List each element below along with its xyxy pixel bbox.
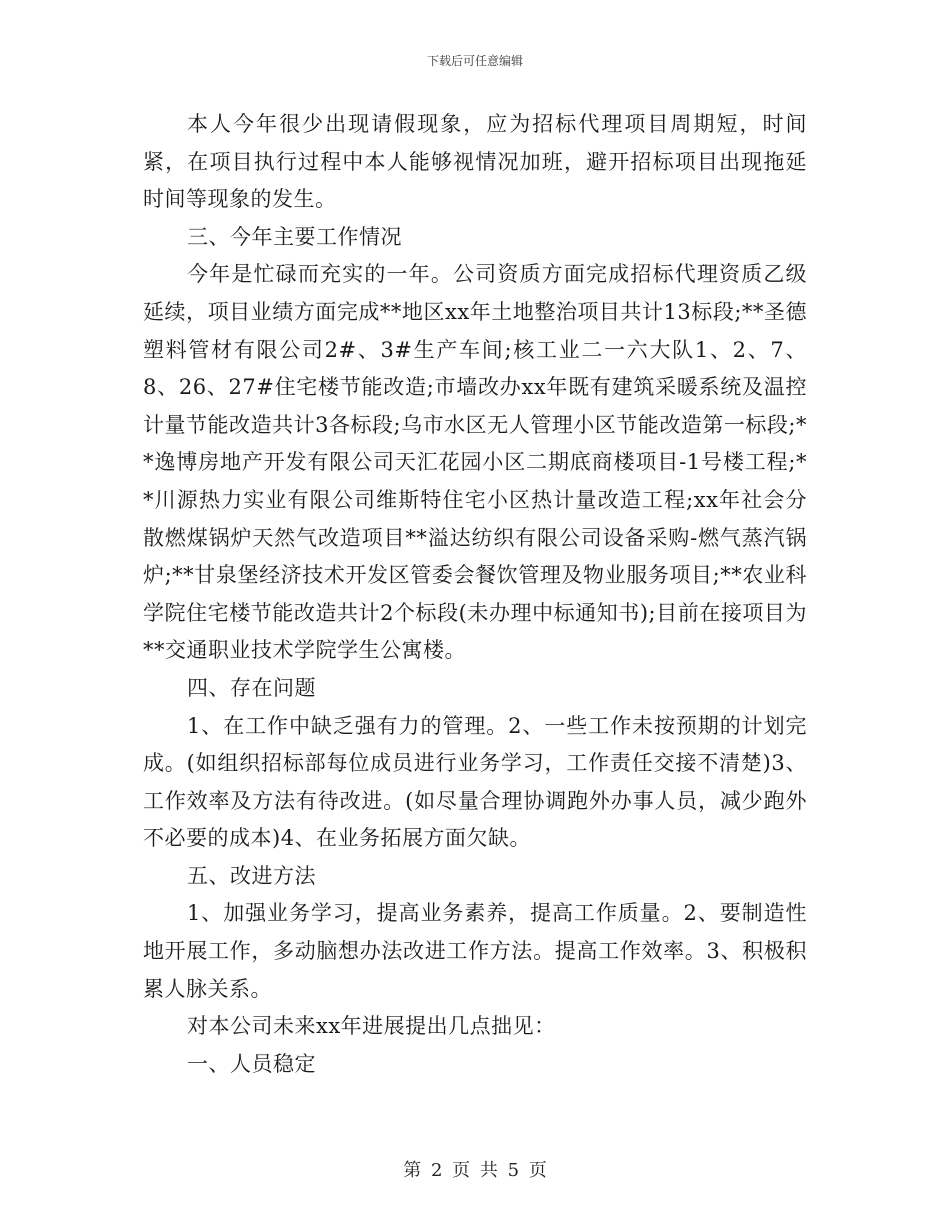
paragraph-main-work: 今年是忙碌而充实的一年。公司资质方面完成招标代理资质乙级延续，项目业绩方面完成**地区xx年土地整治项目共计13标段;**圣德塑料管材有限公司2#、3#生产车间;核工业二一六大队1、2、7、8、26、27#住宅楼节能改造;市墙改办xx年既有建筑采暖系统及温控计量节能改造共计3各标段;乌市水区无人管理小区节能改造第一标段;**逸博房地产开发有限公司天汇花园小区二期底商楼项目-1号楼工程;**川源热力实业有限公司维斯特住宅小区热计量改造工程;xx年社会分散燃煤锅炉天然气改造项目**溢达纺织有限公司设备采购-燃气蒸汽锅炉;**甘泉堡经济技术开发区管委会餐饮管理及物业服务项目;**农业科学院住宅楼节能改造共计2个标段(未办理中标通知书);目前在接项目为**交通职业技术学院学生公寓楼。: [143, 262, 807, 663]
section-heading-4: 四、存在问题: [187, 675, 316, 700]
paragraph-suggestions-intro: 对本公司未来xx年进展提出几点拙见：: [187, 1014, 556, 1039]
section-heading-1: 一、人员稳定: [187, 1051, 316, 1076]
paragraph-attendance: 本人今年很少出现请假现象，应为招标代理项目周期短，时间紧，在项目执行过程中本人能够视情况加班，避开招标项目出现拖延时间等现象的发生。: [143, 112, 807, 212]
paragraph-problems: 1、在工作中缺乏强有力的管理。2、一些工作未按预期的计划完成。(如组织招标部每位成员进行业务学习，工作责任交接不清楚)3、工作效率及方法有待改进。(如尽量合理协调跑外办事人员，减少跑外不必要的成本)4、在业务拓展方面欠缺。: [143, 713, 807, 851]
header-note: 下载后可任意编辑: [426, 54, 523, 68]
section-heading-5: 五、改进方法: [187, 863, 316, 888]
document-body: [143, 106, 807, 1083]
section-heading-3: 三、今年主要工作情况: [187, 224, 402, 249]
paragraph-improvements: 1、加强业务学习，提高业务素养，提高工作质量。2、要制造性地开展工作，多动脑想办法改进工作方法。提高工作效率。3、积极积累人脉关系。: [143, 901, 807, 1001]
page-number: 第 2 页 共 5 页: [403, 1160, 547, 1181]
